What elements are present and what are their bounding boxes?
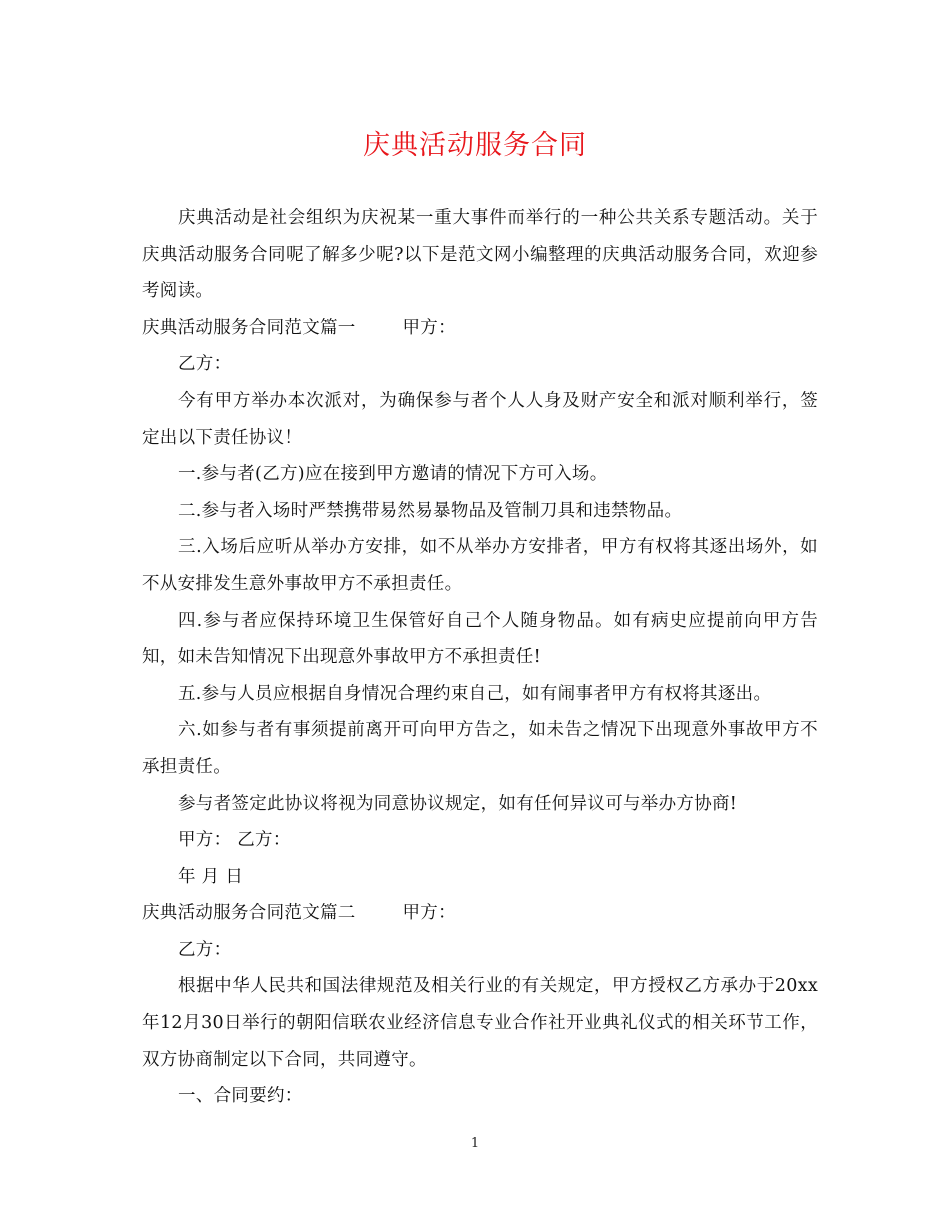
party-b-line-2: 乙方： <box>178 939 232 960</box>
party-b-line: 乙方： <box>178 354 232 375</box>
intro-paragraph: 庆典活动是社会组织为庆祝某一重大事件而举行的一种公共关系专题活动。关于庆典活动服务合同呢了解多少呢?以下是范文网小编整理的庆典活动服务合同，欢迎参考阅读。 <box>142 208 818 302</box>
contract-preamble: 根据中华人民共和国法律规范及相关行业的有关规定，甲方授权乙方承办于20xx年12月30日举行的朝阳信联农业经济信息专业合作社开业典礼仪式的相关环节工作，双方协商制定以下合同，共同遵守。 <box>142 976 818 1070</box>
section-heading-1: 庆典活动服务合同范文篇一 甲方： <box>142 317 456 338</box>
date-line: 年 月 日 <box>178 866 244 887</box>
clause-5: 五.参与人员应根据自身情况合理约束自己，如有闹事者甲方有权将其逐出。 <box>178 683 772 704</box>
clause-4: 四.参与者应保持环境卫生保管好自己个人随身物品。如有病史应提前向甲方告知，如未告知情况下出现意外事故甲方不承担责任! <box>142 610 818 668</box>
document-body <box>142 200 818 1115</box>
document-title: 庆典活动服务合同 <box>363 130 587 161</box>
page-number: 1 <box>470 1136 480 1151</box>
contract-section-1: 一、合同要约： <box>178 1086 303 1107</box>
agreement-closing: 参与者签定此协议将视为同意协议规定，如有任何异议可与举办方协商! <box>178 793 738 814</box>
section-heading-2: 庆典活动服务合同范文篇二 甲方： <box>142 903 456 924</box>
clause-6: 六.如参与者有事须提前离开可向甲方告之，如未告之情况下出现意外事故甲方不承担责任。 <box>142 720 818 777</box>
signature-line: 甲方： 乙方： <box>178 830 291 851</box>
agreement-preamble: 今有甲方举办本次派对，为确保参与者个人人身及财产安全和派对顺利举行，签定出以下责任协议！ <box>142 390 818 448</box>
clause-1: 一.参与者(乙方)应在接到甲方邀请的情况下方可入场。 <box>178 464 608 485</box>
clause-2: 二.参与者入场时严禁携带易然易暴物品及管制刀具和违禁物品。 <box>178 500 683 521</box>
clause-3: 三.入场后应听从举办方安排，如不从举办方安排者，甲方有权将其逐出场外，如不从安排发生意外事故甲方不承担责任。 <box>142 537 818 594</box>
